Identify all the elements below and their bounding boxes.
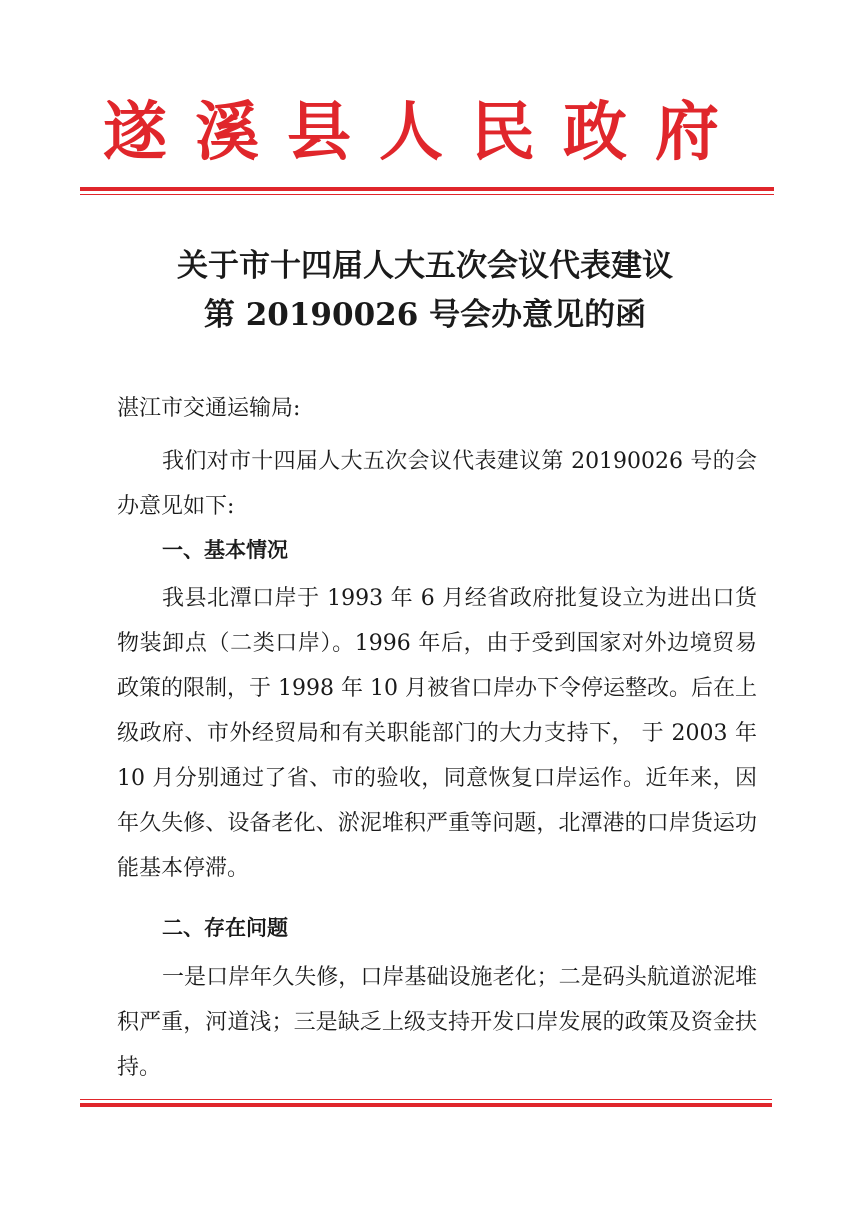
title-line-1: 关于市十四届人大五次会议代表建议 <box>177 248 673 284</box>
section-text-problems: 一是口岸年久失修，口岸基础设施老化；二是码头航道淤泥堆积严重，河道浅；三是缺乏上级支持开发口岸发展的政策及资金扶持。 <box>117 965 757 1080</box>
letterhead-red-rule <box>80 187 774 195</box>
footer-red-rule <box>80 1099 772 1107</box>
red-rule-thick <box>80 187 774 191</box>
letterhead-org-name: 遂溪县人民政府 <box>103 95 747 170</box>
section-text-basic-info: 我县北潭口岸于 1993 年 6 月经省政府批复设立为进出口货物装卸点（二类口岸）。1996 年后，由于受到国家对外边境贸易政策的限制，于 1998 年 10 月被省口岸办下令停运整改。后在上级政府、市外经贸局和有关职能部门的大力支持下， 于 2003 年 10 月分别通过了省、市的验收，同意恢复口岸运作。近年来，因年久失修、设备老化、淤泥堆积严重等问题，北潭港的口岸货运功能基本停滞。 <box>117 586 757 881</box>
red-rule-thin <box>80 194 774 195</box>
section-heading-basic-info: 一、基本情况 <box>162 538 288 562</box>
salutation: 湛江市交通运输局: <box>117 396 301 421</box>
footer-rule-thick <box>80 1103 772 1107</box>
section-heading-problems: 二、存在问题 <box>162 916 288 940</box>
intro-paragraph: 我们对市十四届人大五次会议代表建议第 20190026 号的会办意见如下: <box>117 449 757 519</box>
footer-rule-thin <box>80 1099 772 1100</box>
document-title <box>0 242 850 340</box>
title-line-2: 第 20190026 号会办意见的函 <box>203 297 647 333</box>
